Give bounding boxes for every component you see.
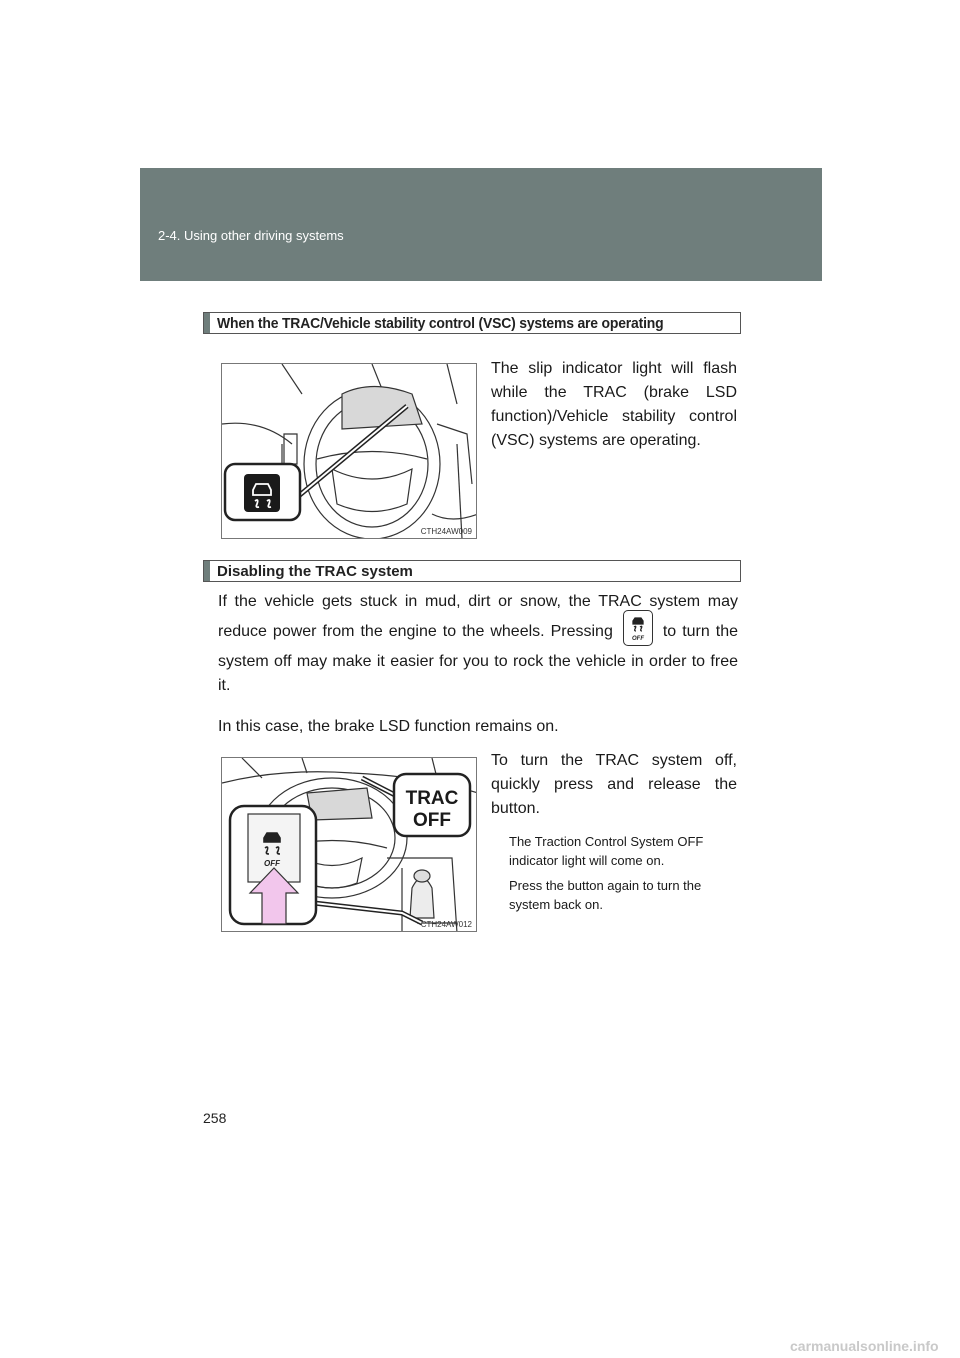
paragraph-part-2: to turn the system off may make it easier for you to rock the vehicle in order to free it. xyxy=(218,623,739,694)
slip-indicator-icon xyxy=(244,474,280,512)
header-band xyxy=(140,168,822,281)
figure-code: CTH24AW009 xyxy=(420,527,472,536)
section-heading-disabling-trac xyxy=(203,560,741,582)
dashboard-illustration xyxy=(222,758,477,932)
page-number: 258 xyxy=(203,1110,227,1126)
slip-indicator-description: The slip indicator light will flash while the TRAC (brake LSD function)/Vehicle stability control (VSC) systems are operating. xyxy=(491,360,737,449)
trac-off-instruction: To turn the TRAC system off, quickly press and release the button. xyxy=(491,752,737,817)
paragraph-stuck-vehicle xyxy=(218,590,738,698)
paragraph-brake-lsd: In this case, the brake LSD function remains on. xyxy=(218,718,559,735)
callout-off-text: OFF xyxy=(413,810,451,831)
section-heading-vsc-operating xyxy=(203,312,741,334)
paragraph-part-1: If the vehicle gets stuck in mud, dirt or snow, the TRAC system may reduce power from the engine to the wheels. Pressing xyxy=(218,593,738,641)
note-indicator-light: The Traction Control System OFF indicator light will come on. xyxy=(509,834,704,868)
callout-trac-text: TRAC xyxy=(405,788,459,809)
figure-code: CTH24AW012 xyxy=(420,920,472,929)
trac-off-button-icon xyxy=(623,610,653,646)
watermark: carmanualsonline.info xyxy=(790,1338,939,1354)
section-title: 2-4. Using other driving systems xyxy=(158,228,344,243)
section-heading-text: Disabling the TRAC system xyxy=(217,563,413,580)
figure-trac-off-switch xyxy=(221,757,477,932)
figure-steering-wheel-slip-indicator xyxy=(221,363,477,539)
note-press-again: Press the button again to turn the system back on. xyxy=(509,878,702,912)
steering-wheel-illustration xyxy=(222,364,477,539)
switch-off-label: OFF xyxy=(264,859,280,868)
button-off-label: OFF xyxy=(631,636,644,642)
section-heading-text: When the TRAC/Vehicle stability control (VSC) systems are operating xyxy=(217,315,664,332)
